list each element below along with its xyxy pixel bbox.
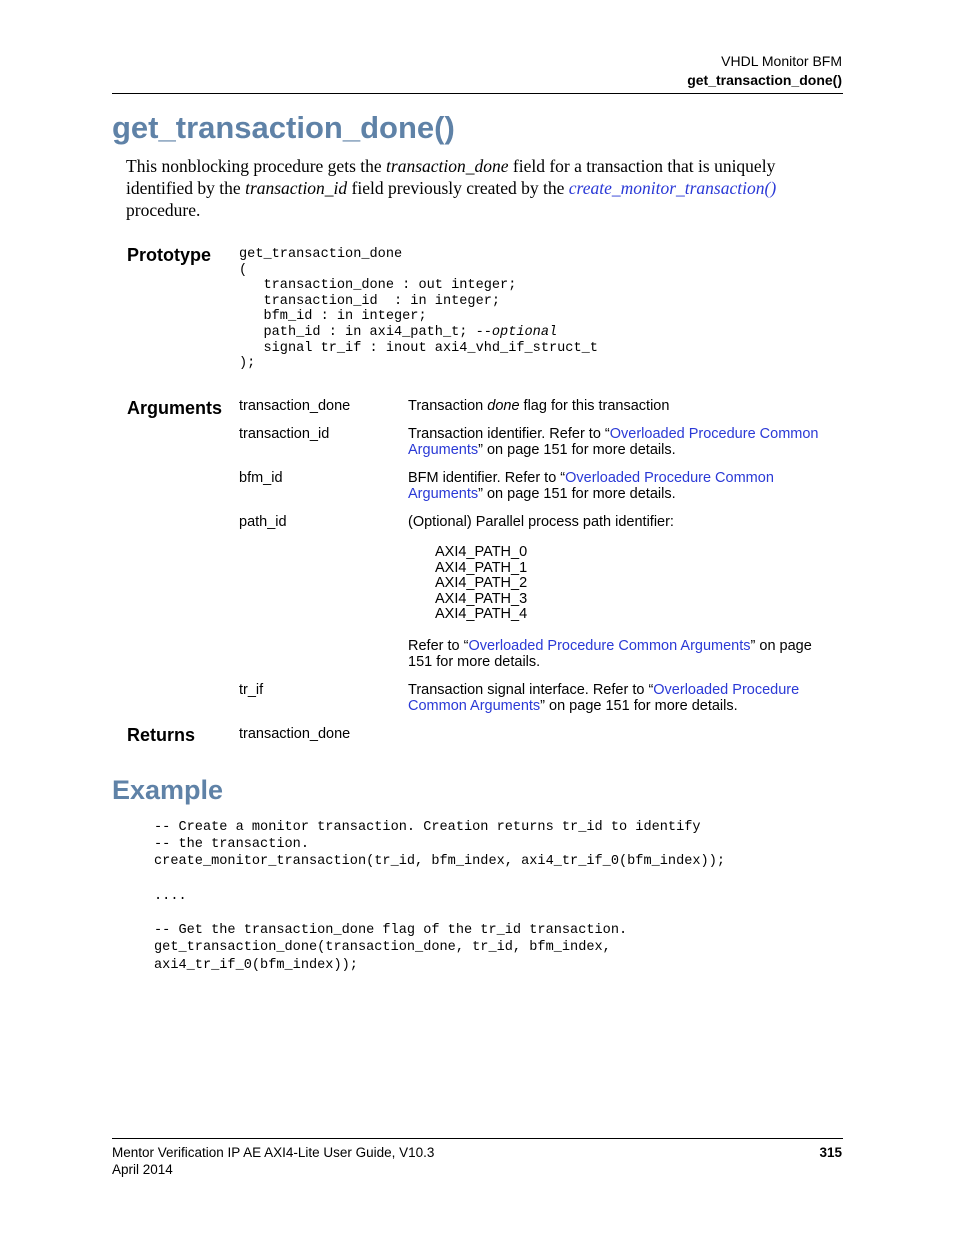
example-line: create_monitor_transaction(tr_id, bfm_index, axi4_tr_if_0(bfm_index));	[154, 854, 726, 870]
intro-text-1: This nonblocking procedure gets the	[126, 156, 387, 176]
arg-desc-path-id: (Optional) Parallel process path identifier:	[408, 514, 674, 530]
intro-text-3: field previously created by the	[347, 178, 569, 198]
prototype-line: signal tr_if : inout axi4_vhd_if_struct_t	[239, 340, 598, 356]
example-line: ....	[154, 888, 187, 904]
overloaded-args-link[interactable]: Overloaded Procedure Common Arguments	[468, 638, 751, 654]
arg-desc-text: ” on page 151 for more details.	[478, 442, 676, 458]
prototype-line: get_transaction_done	[239, 247, 403, 262]
intro-italic-2: transaction_id	[245, 178, 348, 198]
arg-desc-text: ” on page 151 for more details.	[540, 698, 738, 714]
path-value: AXI4_PATH_4	[435, 606, 528, 622]
arg-desc-text: ” on page 151 for more details.	[408, 638, 812, 670]
example-line: -- Get the transaction_done flag of the tr_id transaction.	[154, 923, 628, 939]
arg-desc-text: flag for this transaction	[519, 398, 670, 414]
optional-comment: optional	[491, 324, 558, 340]
arg-desc-emphasis: done	[487, 398, 520, 414]
running-header-topic: get_transaction_done()	[687, 72, 842, 88]
arg-desc-transaction-done	[408, 398, 838, 414]
path-value: AXI4_PATH_0	[435, 544, 528, 560]
example-line	[154, 905, 725, 922]
running-header-section: VHDL Monitor BFM	[721, 53, 842, 69]
arguments-label: Arguments	[127, 398, 223, 418]
arg-desc-text: Refer to “	[408, 638, 469, 654]
page-title: get_transaction_done()	[112, 110, 455, 145]
header-rule	[112, 93, 843, 94]
intro-paragraph	[126, 155, 846, 221]
path-value: AXI4_PATH_1	[435, 559, 528, 576]
arg-desc-bfm-id	[408, 470, 838, 502]
path-value: AXI4_PATH_2	[435, 575, 528, 591]
arg-desc-tr-if	[408, 682, 838, 714]
prototype-line: transaction_done : out integer;	[239, 278, 517, 294]
prototype-line: bfm_id : in integer;	[239, 309, 427, 325]
arg-name-transaction-done: transaction_done	[239, 398, 351, 414]
page-number: 315	[819, 1145, 842, 1160]
arg-name-transaction-id: transaction_id	[239, 426, 330, 442]
prototype-line: (	[239, 262, 248, 278]
example-line: get_transaction_done(transaction_done, tr_id, bfm_index,	[154, 940, 611, 956]
path-id-reference	[408, 638, 838, 670]
arg-name-tr-if: tr_if	[239, 682, 264, 698]
prototype-line: transaction_id : in integer;	[239, 293, 501, 309]
example-line: -- the transaction.	[154, 837, 309, 853]
path-value: AXI4_PATH_3	[435, 590, 528, 607]
arg-desc-text: BFM identifier. Refer to “	[408, 470, 566, 486]
example-line	[154, 871, 725, 888]
overloaded-args-link[interactable]: Overloaded Procedure Common Arguments	[408, 426, 819, 458]
example-line: -- Create a monitor transaction. Creation returns tr_id to identify	[154, 820, 701, 835]
arg-name-path-id: path_id	[239, 514, 287, 530]
arg-desc-text: Transaction identifier. Refer to “	[408, 426, 610, 442]
overloaded-args-link[interactable]: Overloaded Procedure Common Arguments	[408, 682, 800, 714]
footer-doc-title: Mentor Verification IP AE AXI4-Lite User Guide, V10.3	[112, 1145, 435, 1160]
intro-text-2: field for a transaction that is uniquely identified by the	[126, 156, 776, 198]
overloaded-args-link[interactable]: Overloaded Procedure Common Arguments	[408, 470, 774, 502]
prototype-line: );	[239, 356, 256, 372]
create-monitor-transaction-link[interactable]: create_monitor_transaction()	[568, 178, 777, 198]
example-heading: Example	[112, 775, 224, 805]
arg-desc-text: ” on page 151 for more details.	[478, 486, 676, 502]
arg-name-bfm-id: bfm_id	[239, 470, 283, 486]
returns-label: Returns	[127, 725, 196, 745]
returns-value: transaction_done	[239, 726, 351, 742]
prototype-line-path	[239, 325, 598, 341]
arg-desc-text: Transaction signal interface. Refer to “	[408, 682, 654, 698]
prototype-code	[239, 247, 598, 372]
example-line: axi4_tr_if_0(bfm_index));	[154, 957, 358, 973]
footer-rule	[112, 1138, 843, 1139]
footer-date: April 2014	[112, 1162, 173, 1177]
intro-italic-1: transaction_done	[386, 156, 509, 176]
intro-text-4: procedure.	[126, 200, 201, 220]
example-code	[154, 819, 725, 974]
arg-desc-transaction-id	[408, 426, 838, 458]
arg-desc-text: Transaction	[408, 398, 488, 414]
prototype-line: path_id : in axi4_path_t; --	[239, 324, 492, 340]
prototype-label: Prototype	[127, 245, 212, 265]
